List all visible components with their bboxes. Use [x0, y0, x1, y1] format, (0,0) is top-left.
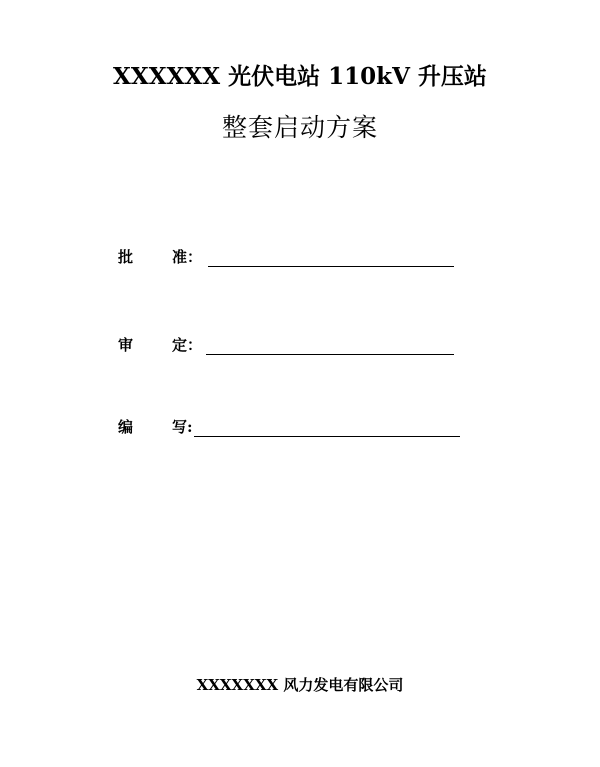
- approve-label-char1: 批: [118, 248, 134, 266]
- approve-signature-line: [208, 266, 454, 267]
- approve-label-char2: 准：: [172, 248, 203, 266]
- company-name: XXXXXXX 风力发电有限公司: [196, 676, 404, 694]
- author-label-char2: 写:: [172, 418, 193, 436]
- document-subtitle: 整套启动方案: [221, 113, 378, 142]
- review-label-char2: 定：: [172, 336, 203, 354]
- author-signature-line: [194, 436, 460, 437]
- review-signature-line: [206, 354, 454, 355]
- review-label-char1: 审: [118, 336, 134, 354]
- document-title: XXXXXX 光伏电站 110kV 升压站: [113, 63, 487, 90]
- author-label-char1: 编: [118, 418, 134, 436]
